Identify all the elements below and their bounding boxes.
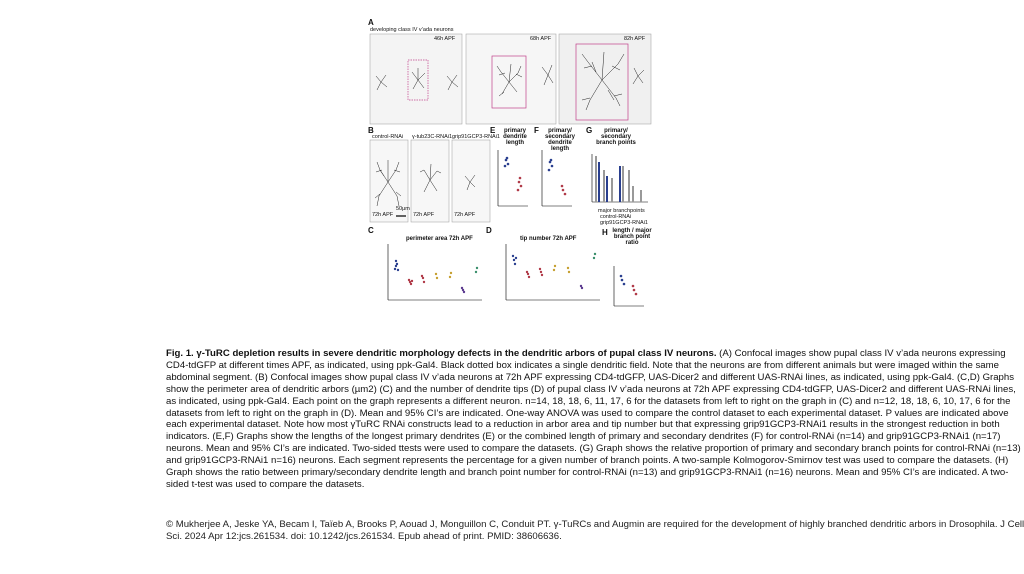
micrograph-68h [466, 34, 556, 124]
caption-lead: Fig. 1. γ-TuRC depletion results in severe dendritic morphology defects in the dendritic arbors of pupal class IV neurons. [166, 348, 717, 359]
panel-label-g: G [586, 126, 593, 135]
figure-caption [166, 348, 1024, 491]
micrograph-82h [559, 34, 651, 124]
panel-e-title: primary dendrite length [503, 128, 527, 146]
plot-g [592, 154, 648, 202]
plot-c [388, 244, 482, 300]
plot-h [614, 266, 644, 306]
line-grip91: grip91GCP3-RNAi1 [452, 134, 500, 140]
line-gtub: γ-tub23C-RNAi1 [412, 134, 453, 140]
panel-c-title: perimeter area 72h APF [406, 236, 473, 242]
panel-g-title: primary/ secondary branch points [596, 128, 636, 146]
citation: © Mukherjee A, Jeske YA, Becam I, Taïeb A, Brooks P, Aouad J, Monguillon C, Conduit PT. γ-TuRCs and Augmin are required for the development of highly branched dendritic arbors in Drosophila. J Cell Sci. 2024 Apr 12:jcs.261534. doi: 10.1242/jcs.261534. Epub ahead of print. PMID: 38606636. [166, 519, 1024, 542]
timepoint-b1: 72h APF [372, 212, 394, 218]
micrograph-gtub [411, 140, 449, 222]
line-control: control-RNAi [372, 134, 404, 140]
timepoint-82h: 82h APF [624, 36, 646, 42]
scale-bar-label: 50μm [396, 206, 410, 212]
panel-label-d: D [486, 226, 492, 235]
caption-body: (A) Confocal images show pupal class IV v’ada neurons expressing CD4-tdGFP at different times APF, as indicated, using ppk-Gal4. Black dotted box indicates a single dendritic field. Note that the neurons are from different animals but were imaged within the same abdominal segment. (B) Confocal images show pupal class IV v’ada neurons at 72h APF expressing CD4-tdGFP, UAS-Dicer2 and different UAS-RNAi lines, as indicated, using ppk-Gal4. (C,D) Graphs show the perimeter area of dendritic arbors (µm2) (C) and the number of dendrite tips (D) of pupal class IV v’ada neurons at 72h APF expressing CD4-tdGFP, UAS-Dicer2 and different UAS-RNAi lines, as indicated, using ppk-Gal4. Each point on the graph represents a different neuron. n=14, 18, 18, 6, 11, 17, 6 for the datasets from left to right on the graph in (C) and n=12, 18, 18, 6, 10, 17, 6 for the datasets from left to right on the graph in (D). Mean and 95% CI’s are indicated. One-way ANOVA was used to compare the control dataset to each experimental dataset. P values are indicated above each experimental dataset. Note how most γTuRC RNAi constructs lead to a reduction in arbor area and tip number but that expressing grip91GCP3-RNAi1 results in the strongest reduction in both indicators. (E,F) Graphs show the lengths of the longest primary dendrites (E) or the combined length of primary and secondary dendrites (F) for control-RNAi (n=14) and grip91GCP3-RNAi1 (n=17) neurons. Mean and 95% CI’s are indicated. Two-sided ttests were used to compare the datasets. (G) Graph shows the relative proportion of primary and secondary branch points for control-RNAi (n=13) and grip91GCP3-RNAi1 n=16) neurons. Each segment represents the percentage for a given number of branch points. A two-sample Kolmogorov-Smirnov test was used to compare the datasets. (H) Graph shows the ratio between primary/secondary dendrite length and branch point number for control-RNAi (n=13) and grip91GCP3-RNAi1 (n=16) neurons. Mean and 95% CI’s are indicated. A two-sided t-test was used to compare the datasets. [166, 348, 1021, 490]
timepoint-68h: 68h APF [530, 36, 552, 42]
micrograph-46h [370, 34, 462, 124]
panel-label-b: B [368, 126, 374, 135]
panel-label-h: H [602, 228, 608, 237]
panel-h-title: length / major branch point ratio [612, 228, 652, 246]
legend-control: control-RNAi [600, 214, 632, 220]
legend-grip: grip91GCP3-RNAi1 [600, 220, 648, 226]
panel-f-title: primary/ secondary dendrite length [544, 128, 575, 152]
plot-d [506, 244, 600, 300]
panel-label-f: F [534, 126, 539, 135]
figure-graphics [366, 20, 658, 336]
panel-label-e: E [490, 126, 496, 135]
timepoint-b2: 72h APF [413, 212, 435, 218]
panel-label-c: C [368, 226, 374, 235]
panel-label-a: A [368, 18, 374, 27]
panel-g-xlabel: major branchpoints [598, 208, 645, 214]
timepoint-b3: 72h APF [454, 212, 476, 218]
plot-e [498, 150, 528, 206]
timepoint-46h: 46h APF [434, 36, 456, 42]
panel-a-title: developing class IV v’ada neurons [370, 27, 454, 33]
figure-panel [366, 20, 658, 336]
panel-d-title: tip number 72h APF [520, 236, 577, 242]
plot-f [542, 150, 572, 206]
